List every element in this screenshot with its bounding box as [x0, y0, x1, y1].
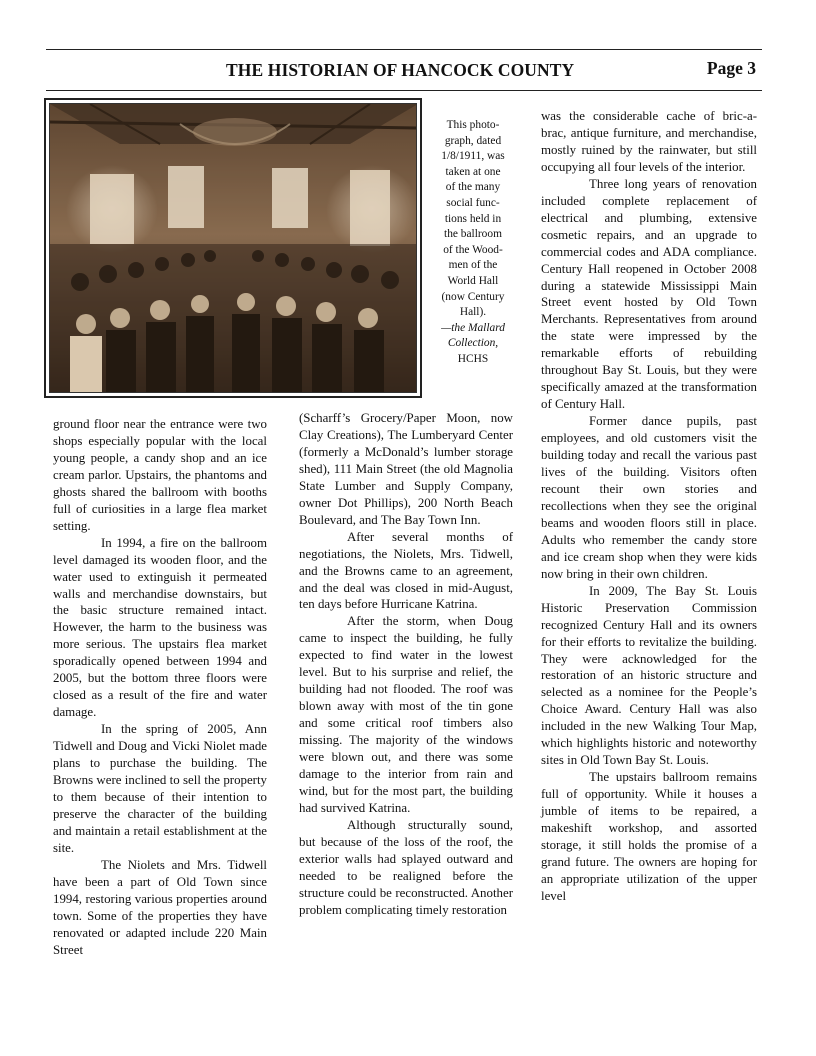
article-column-3 — [541, 108, 757, 905]
paragraph: ground floor near the entrance were two shops especially popular with the local young people, a candy shop and an ice cream parlor. Upstairs, the phantoms and ghosts shared the ballroom with booths full of curiosities in a large flea market setting. — [53, 417, 267, 533]
article-column-1 — [53, 416, 267, 959]
caption-credit: Collection, — [447, 337, 499, 350]
paragraph: Former dance pupils, past employees, and old customers visit the building today and recall the various past lives of the building. Visitors often recount their own stories and recollections when they see the original beams and wooden floors still in place. Adults who remember the candy store and ice cream shop when they were kids now bring in their own children. — [541, 414, 757, 581]
caption-line: taken at one — [445, 165, 501, 178]
caption-line: This photo- — [446, 119, 500, 131]
paragraph: In 2009, The Bay St. Louis Historic Preservation Commission recognized Century Hall and its owners for their efforts to revitalize the building. They were acknowledged for the restoration of an historic structure and selected as a nominee for the People’s Choice Award. Century Hall was also included in the new Walking Tour Map, which highlights historic and noteworthy sites in Old Town Bay St. Louis. — [541, 583, 757, 768]
paragraph: (Scharff’s Grocery/Paper Moon, now Clay Creations), The Lumberyard Center (formerly a McDonald’s lumber storage shed), 111 Main Street (the old Magnolia State Lumber and Supply Company, owner Dot Phillips), 200 North Beach Boulevard, and The Bay Town Inn. — [299, 411, 513, 527]
newsletter-title: THE HISTORIAN OF HANCOCK COUNTY — [226, 60, 575, 80]
caption-credit: —the Mallard — [441, 321, 505, 334]
caption-line: of the Wood- — [443, 243, 503, 256]
caption-line: (now Century — [441, 290, 505, 303]
caption-line: Hall). — [459, 306, 487, 319]
page-number: Page 3 — [706, 58, 756, 78]
paragraph: Although structurally sound, but because of the loss of the roof, the exterior walls had splayed outward and needed to be realigned before the structure could be reconstructed. Another problem complicating timely restoration — [299, 817, 513, 917]
top-rule — [46, 49, 762, 50]
caption-line: social func- — [446, 196, 500, 209]
caption-line: 1/8/1911, was — [441, 150, 505, 163]
photo-caption — [430, 118, 516, 368]
paragraph: Three long years of renovation included complete replacement of electrical and plumbing, extensive cosmetic repairs, and an upgrade to commercial codes and ADA compliance. Century Hall reopened in October 2008 during a statewide Mississippi Main Street event hosted by Old Town Merchants. Representatives from around the state were impressed by the remarkable efforts of rebuilding throughout Bay St. Louis, but they were specifically amazed at the transformation of Century Hall. — [541, 176, 757, 412]
historic-photo — [44, 98, 422, 398]
caption-line: World Hall — [447, 274, 499, 287]
masthead — [46, 58, 762, 86]
caption-line: tions held in — [444, 212, 502, 225]
caption-line: graph, dated — [444, 134, 502, 147]
caption-line: the ballroom — [444, 228, 502, 241]
caption-line: men of the — [448, 259, 498, 272]
header-rule — [46, 90, 762, 91]
paragraph: was the considerable cache of bric-a-brac, antique furniture, and merchandise, mostly ruined by the rainwater, but still occupying all four levels of the interior. — [541, 109, 757, 174]
paragraph: After the storm, when Doug came to inspect the building, he fully expected to find water in the lowest level. But to his surprise and relief, the building had not flooded. The roof was blown away with most of the tin gone and some critical roof timbers also missing. The majority of the windows were blown out, and there was some damage to the interior from rain and wind, but for the most part, the building had survived Katrina. — [299, 614, 513, 815]
paragraph: The Niolets and Mrs. Tidwell have been a part of Old Town since 1994, restoring various properties around town. Some of the properties they have renovated or adapted include 220 Main Street — [53, 857, 267, 957]
ballroom-photo-image — [50, 104, 417, 393]
photo-image — [49, 103, 417, 393]
paragraph: In the spring of 2005, Ann Tidwell and Doug and Vicki Niolet made plans to purchase the building. The Browns were inclined to sell the property to them because of their intention to preserve the character of the building and maintain a retail establishment at the site. — [53, 722, 267, 855]
paragraph: The upstairs ballroom remains full of opportunity. While it houses a jumble of items to be repaired, a makeshift workshop, and assorted storage, it still holds the promise of a grand future. The owners are hoping for an appropriate utilization of the upper level — [541, 770, 757, 903]
paragraph: In 1994, a fire on the ballroom level damaged its wooden floor, and the water used to extinguish it permeated walls and merchandise downstairs, but the basic structure remained intact. However, the harm to the business was more serious. The upstairs flea market sporadically opened between 1994 and 2005, but the bottom three floors were closed as a result of the fire and water damage. — [53, 535, 267, 720]
caption-credit-org: HCHS — [457, 352, 489, 365]
caption-line: of the many — [445, 181, 501, 194]
article-column-2 — [299, 410, 513, 919]
paragraph: After several months of negotiations, the Niolets, Mrs. Tidwell, and the Browns came to an agreement, and the deal was closed in mid-August, ten days before Hurricane Katrina. — [299, 529, 513, 612]
